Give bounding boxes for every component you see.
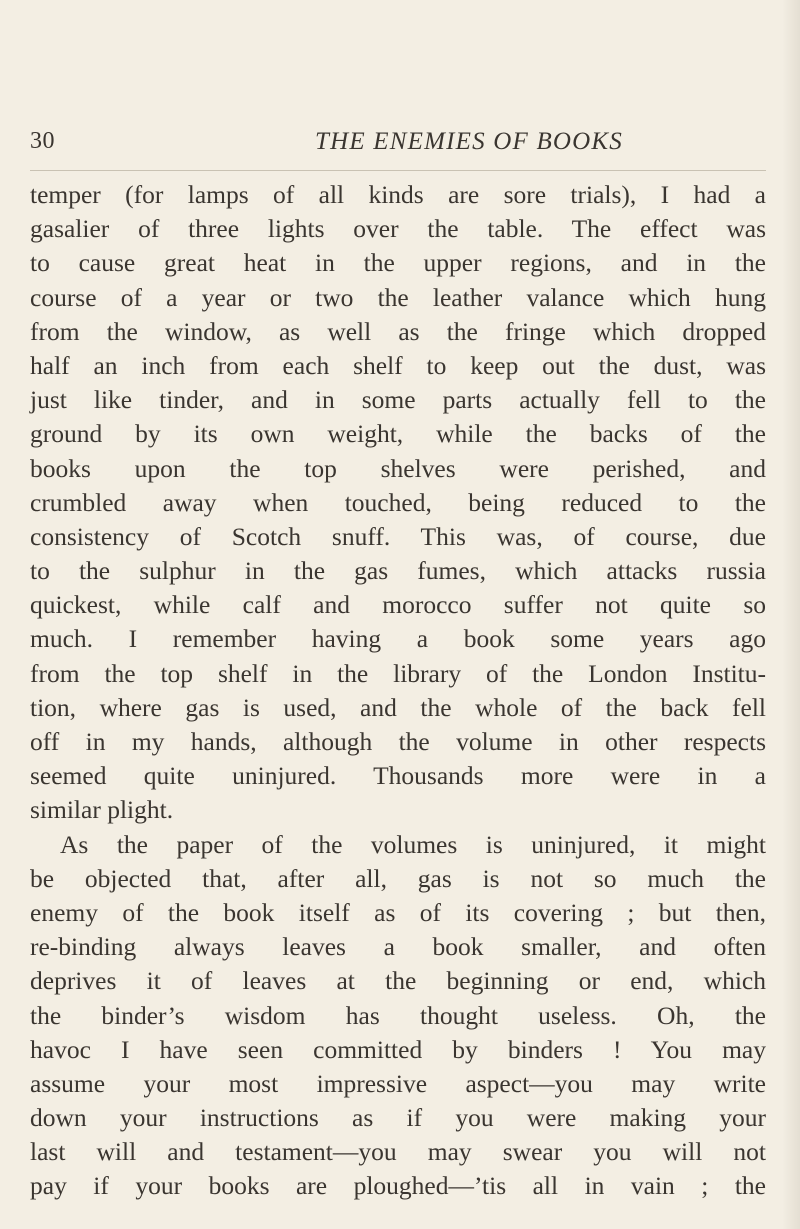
text-line: to cause great heat in the upper regions, and in the: [30, 248, 766, 278]
text-line: last will and testament—you may swear you will not: [30, 1137, 766, 1167]
text-line: to the sulphur in the gas fumes, which attacks russia: [30, 556, 766, 586]
text-line: half an inch from each shelf to keep out the dust, was: [30, 350, 766, 380]
text-line: assume your most impressive aspect—you may write: [30, 1068, 766, 1098]
text-line: from the window, as well as the fringe which dropped: [30, 316, 766, 346]
text-line: tion, where gas is used, and the whole of the back fell: [30, 692, 766, 722]
paragraph-end-line: similar plight.: [30, 795, 174, 825]
text-line: from the top shelf in the library of the London Institu-: [30, 658, 766, 688]
text-line: much. I remember having a book some years ago: [30, 624, 766, 654]
body-text: [30, 178, 766, 1204]
header-rule: [30, 170, 766, 171]
text-line: the binder’s wisdom has thought useless. Oh, the: [30, 1000, 766, 1030]
text-line: ground by its own weight, while the backs of the: [30, 419, 766, 449]
text-line: crumbled away when touched, being reduced to the: [30, 487, 766, 517]
page-edge-shadow: [782, 0, 800, 1229]
text-line: seemed quite uninjured. Thousands more were in a: [30, 761, 766, 791]
page-number: 30: [30, 128, 55, 154]
text-line: off in my hands, although the volume in other respects: [30, 727, 766, 756]
text-line: just like tinder, and in some parts actually fell to the: [30, 385, 766, 415]
text-line: re-binding always leaves a book smaller, and often: [30, 932, 766, 962]
text-line: enemy of the book itself as of its covering ; but then,: [30, 897, 766, 927]
text-line: deprives it of leaves at the beginning or end, which: [30, 966, 766, 996]
text-line: course of a year or two the leather valance which hung: [30, 282, 766, 312]
text-line: pay if your books are ploughed—’tis all in vain ; the: [30, 1171, 766, 1201]
running-title: THE ENEMIES OF BOOKS: [315, 128, 623, 155]
text-line: quickest, while calf and morocco suffer not quite so: [30, 590, 766, 620]
text-line: consistency of Scotch snuff. This was, of course, due: [30, 521, 766, 551]
text-line: havoc I have seen committed by binders ! You may: [30, 1034, 766, 1064]
text-line: books upon the top shelves were perished, and: [30, 453, 766, 483]
text-line: be objected that, after all, gas is not so much the: [30, 863, 766, 893]
running-head: [0, 128, 800, 158]
paragraph-start-line: As the paper of the volumes is uninjured, it might: [60, 829, 766, 859]
text-line: temper (for lamps of all kinds are sore trials), I had a: [30, 180, 766, 209]
text-line: down your instructions as if you were making your: [30, 1103, 766, 1133]
text-line: gasalier of three lights over the table. The effect was: [30, 214, 766, 244]
